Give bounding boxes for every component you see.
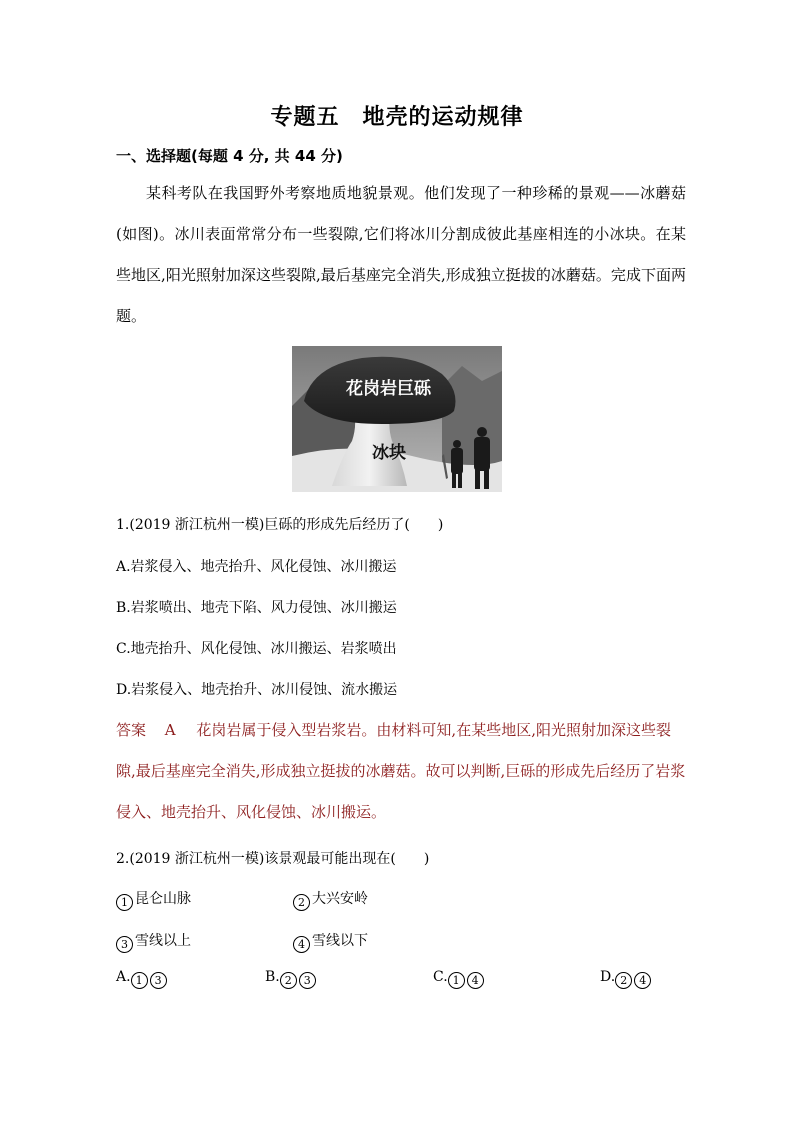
answer-explanation: 花岗岩属于侵入型岩浆岩。由材料可知,在某些地区,阳光照射加深这些裂隙,最后基座完全消失,形成独立挺拔的冰蘑菇。故可以判断,巨砾的形成先后经历了岩浆侵入、地壳抬升、风化侵蚀、冰川搬运。 [116, 721, 686, 821]
q1-option-b: B.岩浆喷出、地壳下陷、风力侵蚀、冰川搬运 [116, 600, 397, 616]
q2-item-2: 2 大兴安岭 [293, 888, 368, 911]
q2-choice-c: C. 1 4 [433, 969, 486, 989]
circled-number: 3 [116, 936, 133, 953]
q2-item-4: 4 雪线以下 [293, 930, 368, 953]
intro-paragraph [116, 173, 686, 337]
answer-tag: 答案 [116, 721, 147, 739]
ice-mushroom-photo [292, 346, 502, 492]
question-1-stem: 1.(2019 浙江杭州一模)巨砾的形成先后经历了( ) [116, 517, 444, 533]
intro-text: 某科考队在我国野外考察地质地貌景观。他们发现了一种珍稀的景观——冰蘑菇(如图)。冰川表面常常分布一些裂隙,它们将冰川分割成彼此基座相连的小冰块。在某些地区,阳光照射加深这些裂隙,最后基座完全消失,形成独立挺拔的冰蘑菇。完成下面两题。 [116, 184, 686, 325]
page-title: 专题五 地壳的运动规律 [270, 105, 524, 130]
label-ice-block: 冰块 [372, 443, 406, 463]
q1-option-c: C.地壳抬升、风化侵蚀、冰川搬运、岩浆喷出 [116, 641, 397, 657]
q2-choice-b: B. 2 3 [265, 969, 318, 989]
q2-choice-d: D. 2 4 [600, 969, 653, 989]
circled-number: 4 [293, 936, 310, 953]
q2-item-3: 3 雪线以上 [116, 930, 191, 953]
photo-illustration [292, 346, 502, 492]
q1-answer [116, 710, 686, 833]
circled-number: 1 [116, 894, 133, 911]
q1-option-d: D.岩浆侵入、地壳抬升、冰川侵蚀、流水搬运 [116, 682, 398, 698]
label-granite-boulder: 花岗岩巨砾 [346, 379, 431, 399]
q2-item-1: 1 昆仑山脉 [116, 888, 191, 911]
section-header: 一、选择题(每题 4 分, 共 44 分) [116, 147, 343, 165]
question-2-stem: 2.(2019 浙江杭州一模)该景观最可能出现在( ) [116, 851, 430, 867]
circled-number: 2 [293, 894, 310, 911]
q2-choice-a: A. 1 3 [116, 969, 169, 989]
q1-option-a: A.岩浆侵入、地壳抬升、风化侵蚀、冰川搬运 [116, 559, 397, 575]
answer-letter: A [164, 721, 176, 739]
